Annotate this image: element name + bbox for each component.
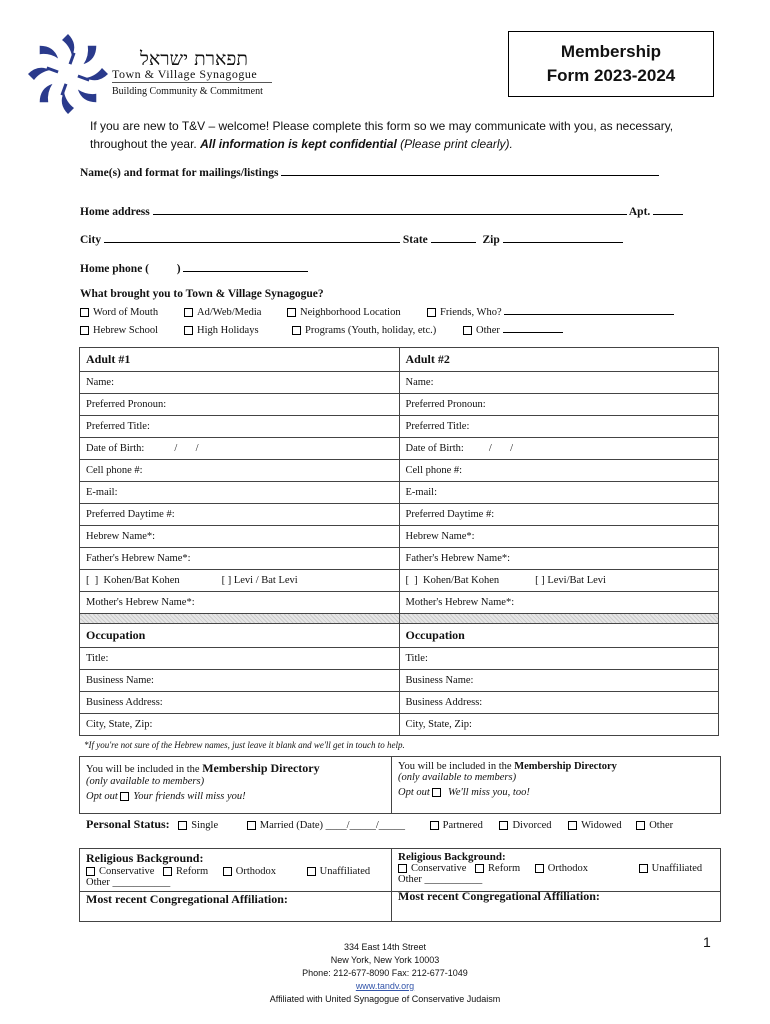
adult2-header: Adult #2 bbox=[399, 348, 719, 372]
footer-address2: New York, New York 10003 bbox=[330, 955, 440, 965]
form-year: Form 2023-2024 bbox=[546, 66, 676, 85]
status-widowed[interactable] bbox=[568, 820, 621, 831]
adult1-header: Adult #1 bbox=[80, 348, 400, 372]
referral-friends[interactable] bbox=[427, 307, 674, 318]
rel-conservative[interactable] bbox=[86, 866, 154, 877]
page-number: 1 bbox=[703, 934, 711, 950]
dir-avail: (only available to members) bbox=[86, 776, 205, 787]
form-title: Membership bbox=[560, 42, 662, 61]
affiliation-label[interactable]: Most recent Congregational Affiliation: bbox=[398, 889, 600, 903]
rel-orthodox[interactable] bbox=[535, 863, 588, 874]
option-label: Conservative bbox=[411, 863, 467, 874]
footer-website-link[interactable]: www.tandv.org bbox=[355, 981, 415, 991]
checkbox-icon bbox=[178, 821, 187, 830]
option-label: Friends, Who? bbox=[440, 307, 502, 318]
dir-bold: Membership Directory bbox=[514, 761, 617, 772]
address-label: Home address bbox=[80, 206, 150, 218]
phone-field[interactable] bbox=[80, 262, 308, 275]
option-label: Partnered bbox=[442, 820, 483, 831]
checkbox-icon bbox=[292, 326, 301, 335]
adult2-business-name[interactable]: Business Name: bbox=[399, 670, 719, 692]
adult2-business-address[interactable]: Business Address: bbox=[399, 692, 719, 714]
dob-slashes: / / bbox=[174, 443, 199, 454]
option-label: Unaffiliated bbox=[651, 863, 703, 874]
dir-text: You will be included in the bbox=[86, 764, 200, 775]
directory-box bbox=[79, 756, 721, 814]
checkbox-icon bbox=[535, 864, 544, 873]
adult2-city-state-zip[interactable]: City, State, Zip: bbox=[399, 714, 719, 736]
checkbox-icon bbox=[86, 867, 95, 876]
checkbox-icon bbox=[499, 821, 508, 830]
phone-paren: ) bbox=[176, 263, 181, 275]
adult2-occupation-header: Occupation bbox=[399, 624, 719, 648]
logo-hebrew-text: תפארת ישראל bbox=[140, 48, 248, 70]
option-label: Word of Mouth bbox=[93, 307, 159, 318]
referral-hebrew-school[interactable] bbox=[80, 325, 158, 336]
rel-orthodox[interactable] bbox=[223, 866, 276, 877]
footer-address1: 334 East 14th Street bbox=[343, 942, 427, 952]
apt-label: Apt. bbox=[628, 206, 651, 218]
adult1-dob[interactable] bbox=[80, 438, 400, 460]
separator bbox=[399, 614, 719, 624]
intro-text: If you are new to T&V – welcome! Please complete this form so we may communicate with you, as necessary, throughout the year. bbox=[90, 119, 674, 151]
directory-right bbox=[391, 757, 701, 813]
option-label: Other bbox=[649, 820, 674, 831]
rel-other[interactable]: Other ___________ bbox=[398, 874, 483, 885]
checkbox-icon bbox=[163, 867, 172, 876]
adult1-email[interactable]: E-mail: bbox=[80, 482, 400, 504]
religious-label: Religious Background: bbox=[86, 851, 204, 865]
rel-reform[interactable] bbox=[475, 863, 520, 874]
religious-right bbox=[391, 849, 701, 921]
form-title-box bbox=[508, 31, 714, 97]
option-label: Reform bbox=[488, 863, 521, 874]
adult1-city-state-zip[interactable]: City, State, Zip: bbox=[80, 714, 400, 736]
status-married[interactable] bbox=[247, 820, 405, 831]
option-label: Programs (Youth, holiday, etc.) bbox=[305, 325, 437, 336]
adult2-hebrew-name[interactable]: Hebrew Name*: bbox=[399, 526, 719, 548]
hebrew-names-note: *If you're not sure of the Hebrew names, just leave it blank and we'll get in touch to help. bbox=[84, 740, 405, 750]
confidential-note: All information is kept confidential bbox=[200, 137, 397, 151]
state-label: State bbox=[402, 234, 428, 246]
intro-paragraph bbox=[90, 117, 690, 153]
affiliation-label[interactable]: Most recent Congregational Affiliation: bbox=[86, 892, 288, 906]
status-divorced[interactable] bbox=[499, 820, 551, 831]
option-label: Reform bbox=[176, 866, 209, 877]
checkbox-icon bbox=[427, 308, 436, 317]
miss-text: Your friends will miss you! bbox=[133, 791, 246, 802]
dob-slashes: / / bbox=[488, 443, 514, 454]
adult1-hebrew-name[interactable]: Hebrew Name*: bbox=[80, 526, 400, 548]
referral-question: What brought you to Town & Village Synagogue? bbox=[80, 288, 324, 300]
religious-box bbox=[79, 848, 721, 922]
option-label: Divorced bbox=[512, 820, 552, 831]
city-label: City bbox=[80, 234, 102, 246]
adult2-occ-title[interactable]: Title: bbox=[399, 648, 719, 670]
adult1-mother[interactable]: Mother's Hebrew Name*: bbox=[80, 592, 400, 614]
dob-label: Date of Birth: bbox=[86, 443, 145, 454]
status-single[interactable] bbox=[178, 820, 218, 831]
dob-label: Date of Birth: bbox=[405, 443, 464, 454]
option-label: Other bbox=[476, 325, 500, 336]
adult1-title[interactable]: Preferred Title: bbox=[80, 416, 400, 438]
adult2-name[interactable]: Name: bbox=[399, 372, 719, 394]
print-clearly-note: (Please print clearly). bbox=[400, 137, 513, 151]
footer bbox=[235, 941, 535, 1006]
optout-label: Opt out bbox=[398, 787, 430, 798]
adult2-cell[interactable]: Cell phone #: bbox=[399, 460, 719, 482]
dir-text: You will be included in the bbox=[398, 761, 512, 772]
adult2-dob[interactable] bbox=[399, 438, 719, 460]
adult2-email[interactable]: E-mail: bbox=[399, 482, 719, 504]
checkbox-icon bbox=[639, 864, 648, 873]
rel-reform[interactable] bbox=[163, 866, 208, 877]
rel-unaffiliated[interactable] bbox=[639, 863, 703, 874]
rel-conservative[interactable] bbox=[398, 863, 466, 874]
option-label: Conservative bbox=[99, 866, 155, 877]
personal-status bbox=[86, 817, 673, 832]
religious-left bbox=[80, 849, 390, 921]
checkbox-icon bbox=[463, 326, 472, 335]
adult1-cell[interactable]: Cell phone #: bbox=[80, 460, 400, 482]
dir-right-optout[interactable] bbox=[398, 787, 695, 798]
adult2-kohen-levi[interactable] bbox=[399, 570, 719, 592]
checkbox-icon bbox=[184, 326, 193, 335]
dir-bold: Membership Directory bbox=[202, 761, 320, 775]
directory-left bbox=[80, 757, 390, 813]
adult1-occupation-header: Occupation bbox=[80, 624, 400, 648]
referral-ad-web[interactable] bbox=[184, 307, 261, 318]
referral-word-of-mouth[interactable] bbox=[80, 307, 158, 318]
city-field[interactable] bbox=[80, 233, 623, 246]
option-label: Ad/Web/Media bbox=[197, 307, 262, 318]
zip-label: Zip bbox=[482, 234, 500, 246]
adult2-father[interactable]: Father's Hebrew Name*: bbox=[399, 548, 719, 570]
miss-text: We'll miss you, too! bbox=[448, 787, 530, 798]
footer-phone: Phone: 212-677-8090 Fax: 212-677-1049 bbox=[302, 968, 468, 978]
adult1-business-name[interactable]: Business Name: bbox=[80, 670, 400, 692]
logo-name: Town & Village Synagogue bbox=[112, 67, 258, 81]
logo-tagline: Building Community & Commitment bbox=[112, 86, 263, 97]
religious-label: Religious Background: bbox=[398, 851, 506, 863]
referral-high-holidays[interactable] bbox=[184, 325, 259, 336]
checkbox-icon bbox=[80, 326, 89, 335]
adult1-daytime[interactable]: Preferred Daytime #: bbox=[80, 504, 400, 526]
status-partnered[interactable] bbox=[430, 820, 483, 831]
checkbox-icon bbox=[307, 867, 316, 876]
kohen-option[interactable]: [ ] Kohen/Bat Kohen bbox=[405, 575, 500, 586]
option-label: Orthodox bbox=[547, 863, 588, 874]
option-label: Orthodox bbox=[235, 866, 276, 877]
logo-divider bbox=[112, 82, 272, 83]
option-label: Married (Date) ____/_____/_____ bbox=[259, 820, 405, 831]
checkbox-icon bbox=[184, 308, 193, 317]
dir-left-optout[interactable] bbox=[86, 791, 384, 802]
checkbox-icon bbox=[120, 792, 129, 801]
religious-divider bbox=[80, 891, 720, 892]
option-label: Single bbox=[191, 820, 219, 831]
referral-programs[interactable] bbox=[292, 325, 436, 336]
levi-option[interactable]: [ ] Levi/Bat Levi bbox=[535, 575, 606, 586]
status-label: Personal Status: bbox=[86, 817, 170, 831]
checkbox-icon bbox=[432, 788, 441, 797]
adult1-name[interactable]: Name: bbox=[80, 372, 400, 394]
checkbox-icon bbox=[223, 867, 232, 876]
address-field[interactable] bbox=[80, 205, 683, 218]
option-label: Hebrew School bbox=[93, 325, 159, 336]
checkbox-icon bbox=[287, 308, 296, 317]
adult2-title[interactable]: Preferred Title: bbox=[399, 416, 719, 438]
checkbox-icon bbox=[636, 821, 645, 830]
option-label: Neighborhood Location bbox=[300, 307, 401, 318]
referral-neighborhood[interactable] bbox=[287, 307, 401, 318]
option-label: Unaffiliated bbox=[319, 866, 371, 877]
adult2-daytime[interactable]: Preferred Daytime #: bbox=[399, 504, 719, 526]
adult1-pronoun[interactable]: Preferred Pronoun: bbox=[80, 394, 400, 416]
dir-avail: (only available to members) bbox=[398, 772, 517, 783]
checkbox-icon bbox=[430, 821, 439, 830]
adult2-mother[interactable]: Mother's Hebrew Name*: bbox=[399, 592, 719, 614]
adult1-father[interactable]: Father's Hebrew Name*: bbox=[80, 548, 400, 570]
names-field[interactable] bbox=[80, 166, 659, 179]
checkbox-icon bbox=[398, 864, 407, 873]
adult1-business-address[interactable]: Business Address: bbox=[80, 692, 400, 714]
referral-other[interactable] bbox=[463, 325, 563, 336]
names-label: Name(s) and format for mailings/listings bbox=[80, 167, 279, 179]
status-other[interactable] bbox=[636, 820, 673, 831]
adults-table bbox=[79, 347, 719, 736]
option-label: Widowed bbox=[581, 820, 622, 831]
footer-affiliation: Affiliated with United Synagogue of Conservative Judaism bbox=[269, 994, 501, 1004]
rel-unaffiliated[interactable] bbox=[307, 866, 371, 877]
checkbox-icon bbox=[568, 821, 577, 830]
adult1-kohen-levi[interactable] bbox=[80, 570, 400, 592]
separator bbox=[80, 614, 400, 624]
adult1-occ-title[interactable]: Title: bbox=[80, 648, 400, 670]
checkbox-icon bbox=[475, 864, 484, 873]
rel-other[interactable]: Other ___________ bbox=[86, 877, 171, 888]
kohen-option[interactable]: [ ] Kohen/Bat Kohen bbox=[86, 575, 180, 586]
phone-label: Home phone ( bbox=[80, 263, 149, 275]
option-label: High Holidays bbox=[197, 325, 259, 336]
checkbox-icon bbox=[80, 308, 89, 317]
checkbox-icon bbox=[247, 821, 256, 830]
adult2-pronoun[interactable]: Preferred Pronoun: bbox=[399, 394, 719, 416]
optout-label: Opt out bbox=[86, 791, 118, 802]
levi-option[interactable]: [ ] Levi / Bat Levi bbox=[221, 575, 298, 586]
